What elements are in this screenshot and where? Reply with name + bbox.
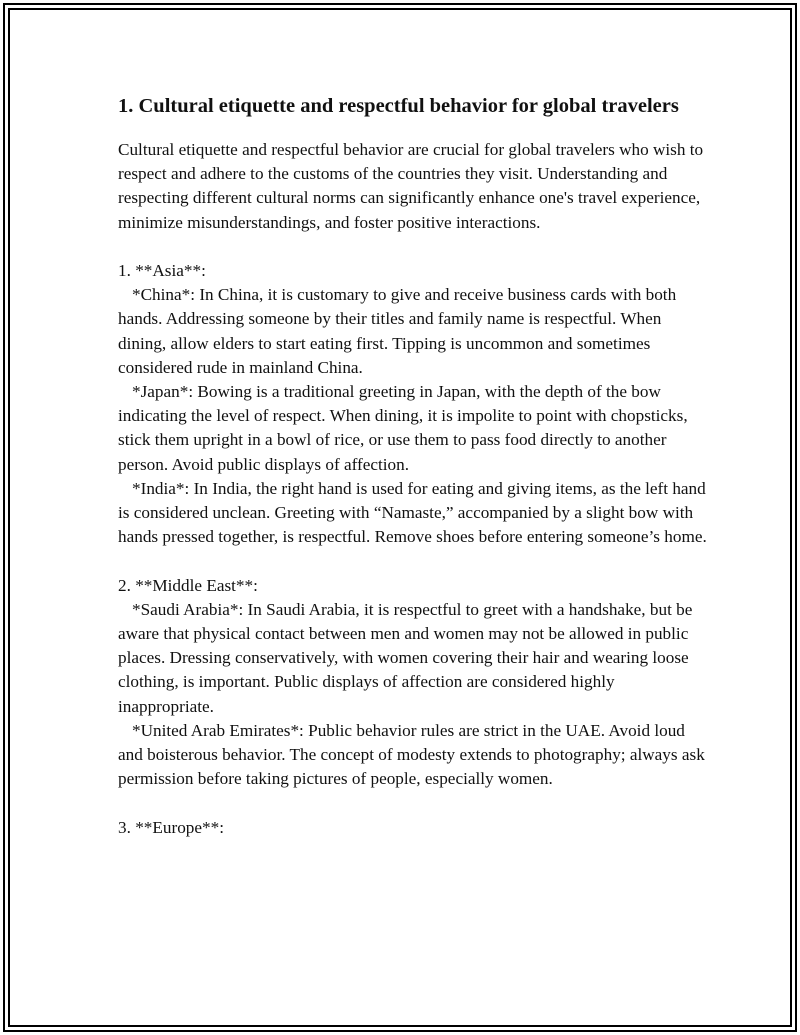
- section-europe: [118, 816, 708, 840]
- intro-paragraph: Cultural etiquette and respectful behavior are crucial for global travelers who wish to respect and adhere to the customs of the countries they visit. Understanding and respecting different cultural norms can significantly enhance one's travel experience, minimize misunderstandings, and foster positive interactions.: [118, 140, 704, 232]
- entry-india: *India*: In India, the right hand is used for eating and giving items, as the left hand is considered unclean. Greeting with “Namaste,” accompanied by a slight bow with hands pressed together, is respectful. Remove shoes before entering someone’s home.: [118, 478, 707, 547]
- entry-saudi-arabia: *Saudi Arabia*: In Saudi Arabia, it is respectful to greet with a handshake, but be aware that physical contact between men and women may not be allowed in public places. Dressing conservatively, with women covering their hair and wearing loose clothing, is important. Public displays of affection are considered highly inappropriate.: [118, 599, 693, 716]
- section-heading: 3. **Europe**:: [118, 817, 224, 837]
- entry-uae: *United Arab Emirates*: Public behavior rules are strict in the UAE. Avoid loud and boisterous behavior. The concept of modesty extends to photography; always ask permission before taking pictures of people, especially women.: [118, 720, 705, 789]
- spacer: [118, 791, 708, 815]
- section-heading: 1. **Asia**:: [118, 261, 206, 280]
- entry-japan: *Japan*: Bowing is a traditional greeting in Japan, with the depth of the bow indicating the level of respect. When dining, it is impolite to point with chopsticks, stick them upright in a bowl of rice, or use them to pass food directly to another person. Avoid public displays of affection.: [118, 382, 688, 474]
- section-asia: [118, 259, 708, 549]
- document-title: 1. Cultural etiquette and respectful behavior for global travelers: [118, 95, 679, 117]
- entry-china: *China*: In China, it is customary to give and receive business cards with both hands. Addressing someone by their titles and family name is respectful. When dining, allow elders to start eating first. Tipping is uncommon and sometimes considered rude in mainland China.: [118, 285, 677, 377]
- document-body: [118, 92, 708, 840]
- section-heading: 2. **Middle East**:: [118, 575, 258, 595]
- spacer: [118, 549, 708, 573]
- spacer: [118, 235, 708, 259]
- section-middle-east: [118, 574, 708, 792]
